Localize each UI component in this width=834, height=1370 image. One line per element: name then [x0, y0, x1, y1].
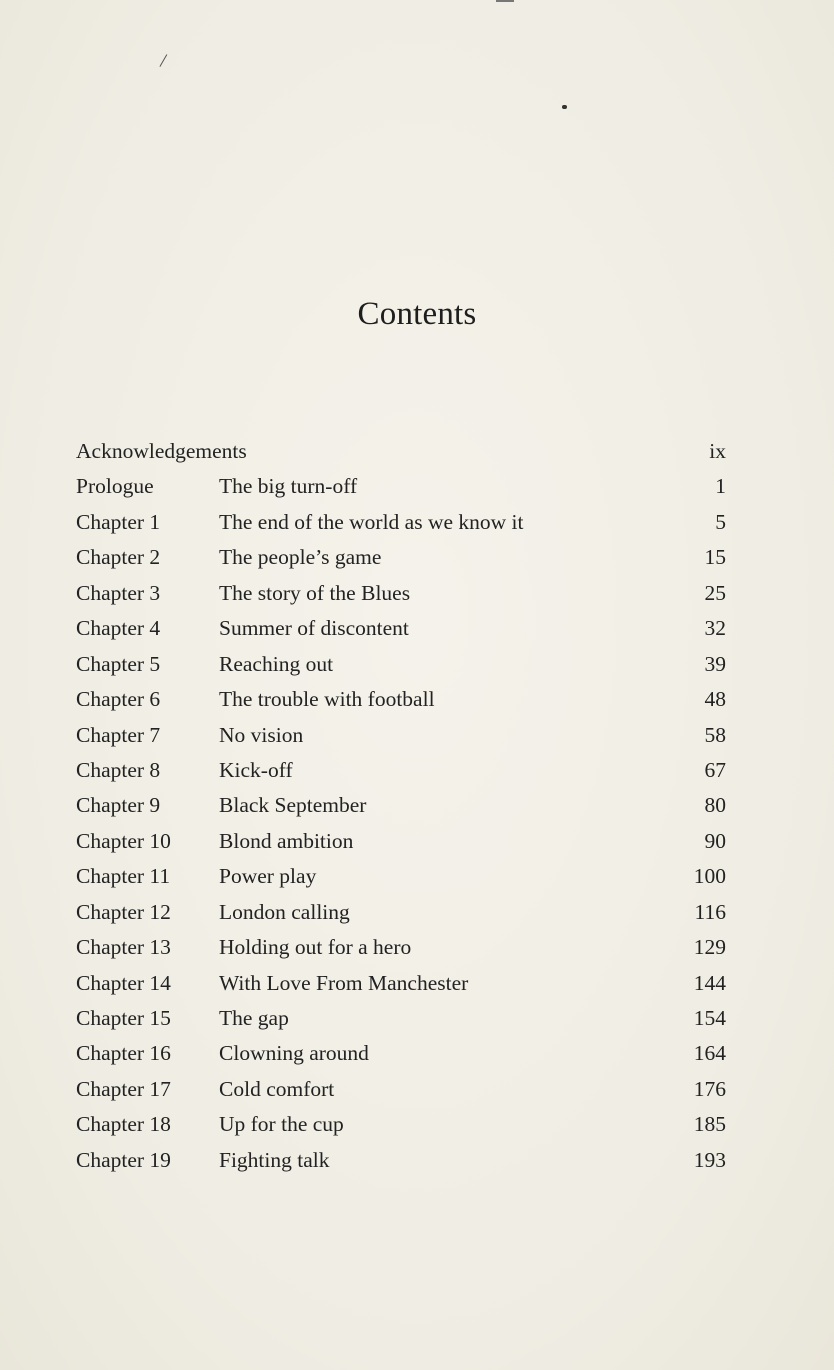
toc-page-number: 100 — [693, 864, 726, 889]
toc-row — [76, 718, 726, 753]
toc-row — [76, 788, 726, 823]
toc-page-number: 39 — [704, 651, 726, 676]
toc-row — [76, 647, 726, 682]
toc-row — [76, 930, 726, 965]
toc-title: Clowning around — [219, 1041, 369, 1066]
toc-label: Chapter 6 — [76, 687, 161, 712]
pencil-scratch — [159, 54, 167, 67]
toc-label: Chapter 10 — [76, 828, 171, 853]
toc-label: Chapter 12 — [76, 899, 171, 924]
toc-label: Chapter 14 — [76, 970, 171, 995]
toc-label: Chapter 19 — [76, 1147, 171, 1172]
toc-title: No vision — [219, 722, 304, 747]
toc-title: Summer of discontent — [219, 616, 409, 641]
toc-label: Chapter 1 — [76, 509, 161, 534]
toc-row — [76, 1036, 726, 1071]
toc-page-number: 15 — [704, 545, 726, 570]
toc-row — [76, 753, 726, 788]
toc-row — [76, 966, 726, 1001]
toc-page-number: 129 — [693, 935, 726, 960]
toc-page-number: 116 — [694, 899, 726, 924]
toc-title: Holding out for a hero — [219, 935, 412, 960]
toc-row — [76, 1143, 726, 1178]
toc-label: Chapter 9 — [76, 793, 161, 818]
toc-title: Fighting talk — [219, 1147, 330, 1172]
toc-row — [76, 611, 726, 646]
toc-page-number: ix — [709, 439, 726, 463]
toc-row — [76, 1001, 726, 1036]
toc-title: The big turn-off — [219, 474, 358, 499]
toc-title: Black September — [219, 793, 367, 818]
table-of-contents — [76, 434, 726, 1178]
toc-label: Chapter 8 — [76, 757, 161, 782]
toc-page-number: 90 — [704, 828, 726, 853]
toc-page-number: 5 — [715, 509, 726, 534]
toc-row — [76, 1107, 726, 1142]
toc-title: The people’s game — [219, 545, 382, 570]
toc-label: Chapter 4 — [76, 616, 161, 641]
toc-label: Chapter 13 — [76, 935, 171, 960]
page-title: Contents — [357, 296, 477, 332]
toc-page-number: 80 — [704, 793, 726, 818]
toc-page-number: 154 — [693, 1006, 726, 1030]
toc-label: Chapter 16 — [76, 1041, 171, 1066]
toc-row — [76, 895, 726, 930]
toc-label: Chapter 17 — [76, 1076, 171, 1101]
page-edge-mark — [496, 0, 514, 2]
toc-label: Chapter 15 — [76, 1006, 171, 1030]
toc-page-number: 67 — [704, 757, 726, 782]
toc-title: With Love From Manchester — [219, 970, 469, 995]
toc-title: London calling — [219, 899, 350, 924]
toc-title: Kick-off — [219, 757, 293, 782]
toc-title: The end of the world as we know it — [219, 509, 524, 534]
toc-label: Acknowledgements — [76, 439, 247, 463]
toc-row — [76, 434, 726, 469]
toc-row — [76, 540, 726, 575]
toc-title: The story of the Blues — [219, 580, 411, 605]
toc-label: Chapter 3 — [76, 580, 161, 605]
toc-row — [76, 469, 726, 504]
toc-label: Chapter 5 — [76, 651, 161, 676]
toc-title: The trouble with football — [219, 687, 435, 712]
toc-label: Chapter 11 — [76, 864, 171, 889]
toc-title: The gap — [219, 1006, 289, 1030]
toc-row — [76, 576, 726, 611]
toc-title: Blond ambition — [219, 828, 354, 853]
toc-title: Cold comfort — [219, 1076, 335, 1101]
ink-dot — [562, 105, 567, 109]
toc-title: Up for the cup — [219, 1112, 344, 1137]
toc-page-number: 193 — [693, 1147, 726, 1172]
toc-page-number: 48 — [704, 687, 726, 712]
toc-page-number: 144 — [693, 970, 726, 995]
toc-row — [76, 505, 726, 540]
toc-label: Prologue — [76, 474, 154, 499]
toc-page-number: 185 — [693, 1112, 726, 1137]
toc-page-number: 25 — [704, 580, 726, 605]
toc-page-number: 164 — [693, 1041, 726, 1066]
toc-label: Chapter 18 — [76, 1112, 171, 1137]
toc-label: Chapter 2 — [76, 545, 161, 570]
toc-title: Reaching out — [219, 651, 334, 676]
toc-page-number: 176 — [693, 1076, 726, 1101]
toc-row — [76, 1072, 726, 1107]
toc-title: Power play — [219, 864, 317, 889]
toc-row — [76, 824, 726, 859]
toc-row — [76, 682, 726, 717]
toc-label: Chapter 7 — [76, 722, 161, 747]
toc-row — [76, 859, 726, 894]
toc-page-number: 32 — [704, 616, 726, 641]
toc-page-number: 58 — [704, 722, 726, 747]
toc-page-number: 1 — [715, 474, 726, 499]
